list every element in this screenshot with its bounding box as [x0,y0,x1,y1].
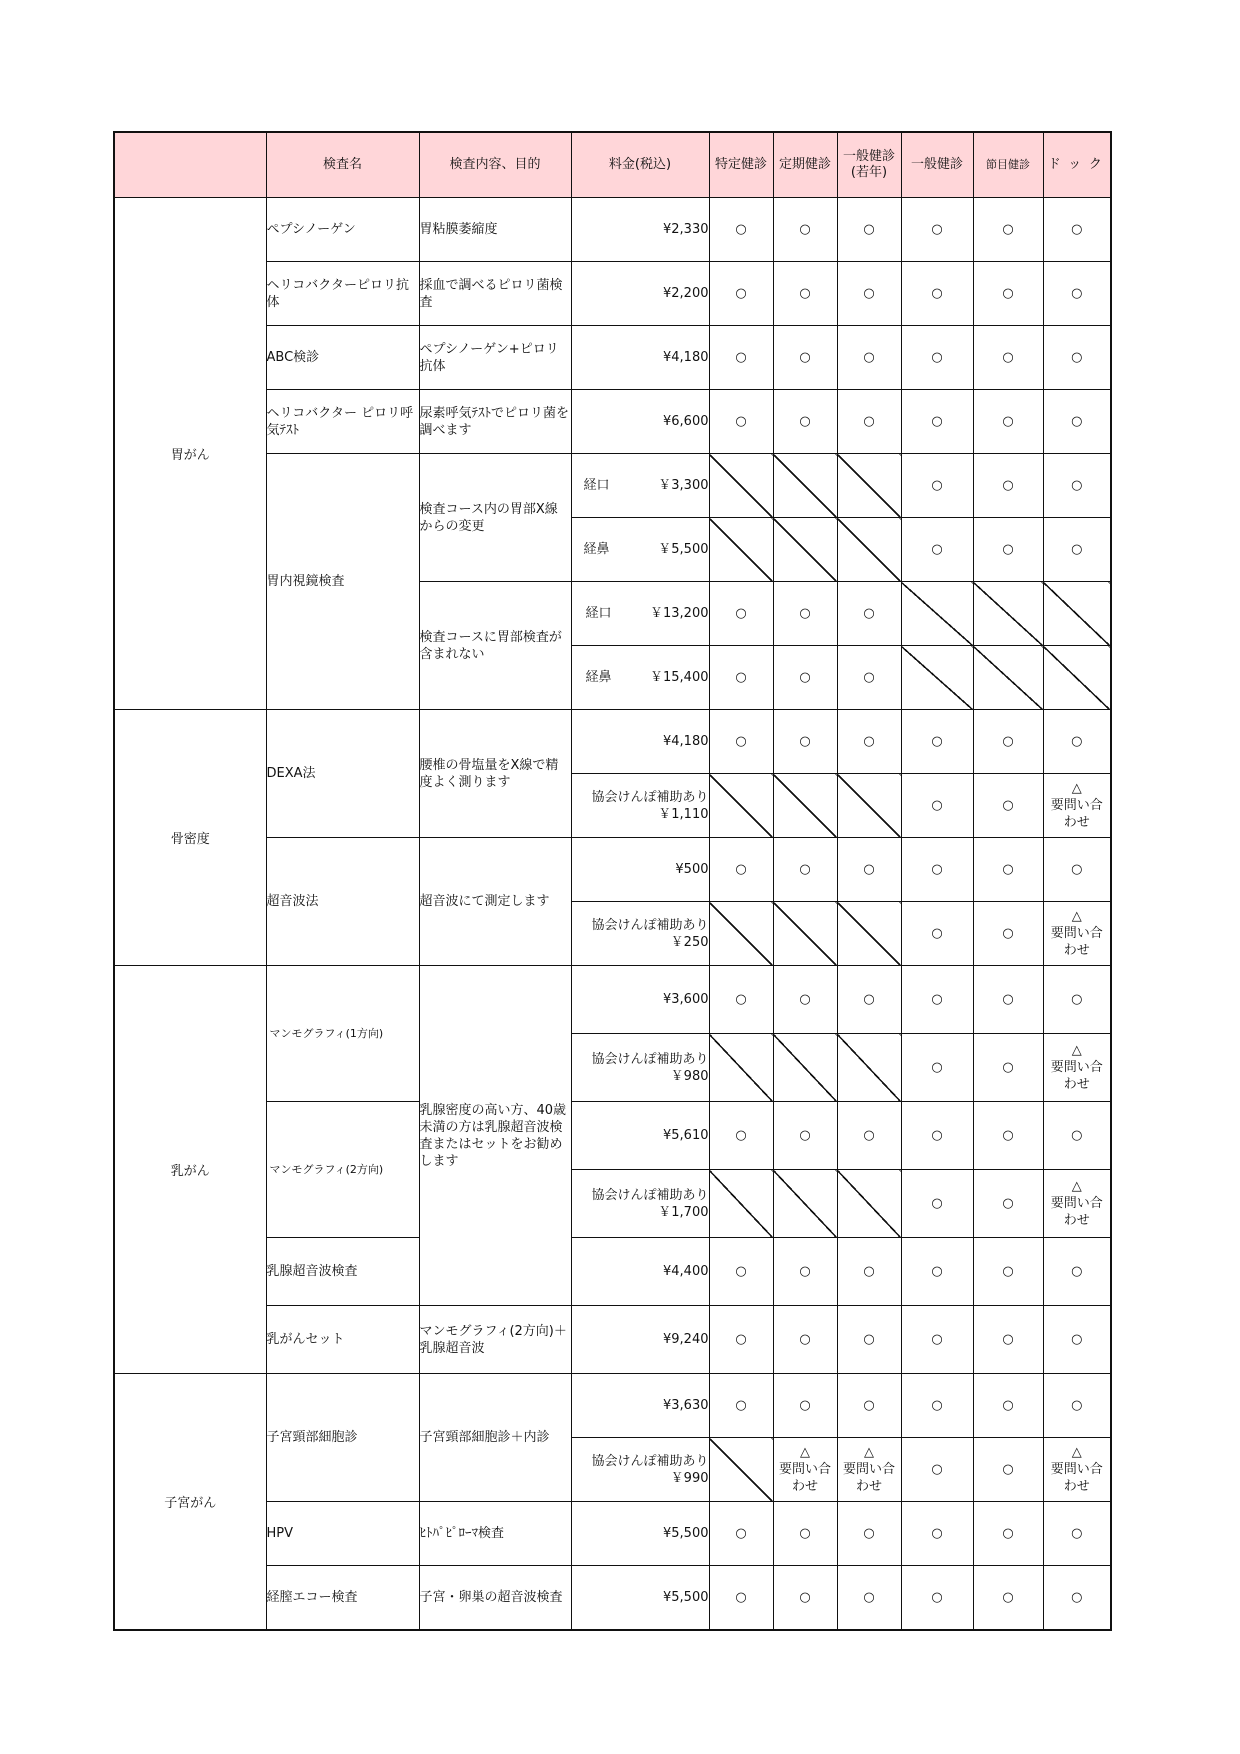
mark-inquire [1043,774,1111,838]
mark-circle: ○ [1043,966,1111,1034]
exam-fee-subsidy [571,902,709,966]
mark-circle: ○ [901,1502,973,1566]
mark-circle: ○ [773,646,837,710]
exam-name: DEXA法 [266,710,419,838]
mark-circle: ○ [901,710,973,774]
not-applicable-cell [709,902,773,966]
not-applicable-cell [773,454,837,518]
exam-desc: 乳腺密度の高い方、40歳未満の方は乳腺超音波検査またはセットをお勧めします [419,966,571,1306]
mark-circle: ○ [837,1502,901,1566]
not-applicable-cell [709,454,773,518]
subsidy-fee: ￥250 [670,934,709,950]
inquire-note: 要問い合 わせ [1050,798,1103,830]
exam-name: 超音波法 [266,838,419,966]
mark-circle: ○ [709,1238,773,1306]
mark-circle: ○ [973,198,1043,262]
mark-circle: ○ [773,1374,837,1438]
header-ippan-young: 一般健診 (若年) [837,132,901,198]
exam-desc: 検査コースに胃部検査が含まれない [419,582,571,710]
mark-circle: ○ [709,838,773,902]
exam-fee [571,582,709,646]
mark-circle: ○ [773,390,837,454]
not-applicable-cell [1043,582,1111,646]
mark-circle: ○ [901,454,973,518]
mark-circle: ○ [1043,198,1111,262]
not-applicable-cell [837,902,901,966]
mark-circle: ○ [973,1306,1043,1374]
not-applicable-cell [837,774,901,838]
subsidy-fee: ￥990 [670,1470,709,1486]
exam-fee-subsidy [571,1034,709,1102]
header-content: 検査内容、目的 [419,132,571,198]
exam-desc: 尿素呼気ﾃｽﾄでピロリ菌を調べます [419,390,571,454]
mark-circle: ○ [901,1238,973,1306]
mark-inquire [1043,1438,1111,1502]
mark-circle: ○ [973,1566,1043,1631]
triangle-mark: △ [1071,781,1082,796]
mark-circle: ○ [1043,1566,1111,1631]
not-applicable-cell [973,646,1043,710]
subsidy-label: 協会けんぽ補助あり [591,1453,709,1469]
exam-fee: ¥5,500 [571,1502,709,1566]
subsidy-label: 協会けんぽ補助あり [591,917,709,933]
header-exam-name: 検査名 [266,132,419,198]
exam-fee: ¥2,200 [571,262,709,326]
exam-fee [571,646,709,710]
exam-name: マンモグラフィ(2方向) [266,1102,419,1238]
exam-fee: ¥3,630 [571,1374,709,1438]
header-row [114,132,1111,198]
mark-circle: ○ [1043,454,1111,518]
not-applicable-cell [837,1170,901,1238]
mark-circle: ○ [773,1238,837,1306]
exam-desc: ﾋﾄﾊﾟﾋﾟﾛｰﾏ検査 [419,1502,571,1566]
mark-circle: ○ [901,518,973,582]
not-applicable-cell [709,1438,773,1502]
mark-circle: ○ [1043,1502,1111,1566]
mark-circle: ○ [773,262,837,326]
fee-route-label: 経鼻 [585,670,612,685]
table-row [114,710,1111,774]
mark-circle: ○ [773,1566,837,1631]
not-applicable-cell [973,582,1043,646]
exam-desc: 子宮・卵巣の超音波検査 [419,1566,571,1631]
exam-fee-subsidy [571,1438,709,1502]
exam-name: ABC検診 [266,326,419,390]
mark-inquire [1043,1170,1111,1238]
header-dock: ドック [1043,132,1111,198]
not-applicable-cell [773,1034,837,1102]
inquire-note: 要問い合 わせ [778,1462,831,1494]
mark-circle: ○ [901,1374,973,1438]
mark-circle: ○ [973,518,1043,582]
mark-circle: ○ [973,1102,1043,1170]
mark-inquire [837,1438,901,1502]
inquire-note: 要問い合 わせ [1050,1060,1103,1092]
exam-fee-table [113,131,1112,1631]
mark-circle: ○ [973,454,1043,518]
header-tokutei: 特定健診 [709,132,773,198]
mark-circle: ○ [773,1306,837,1374]
exam-desc: 腰椎の骨塩量をX線で精度よく測ります [419,710,571,838]
mark-circle: ○ [973,262,1043,326]
not-applicable-cell [901,646,973,710]
header-teiki: 定期健診 [773,132,837,198]
header-fushime: 節目健診 [973,132,1043,198]
not-applicable-cell [837,454,901,518]
mark-circle: ○ [901,1566,973,1631]
mark-circle: ○ [773,710,837,774]
not-applicable-cell [901,582,973,646]
not-applicable-cell [709,774,773,838]
exam-fee [571,454,709,518]
category-stomach: 胃がん [114,198,266,710]
triangle-mark: △ [864,1445,874,1460]
mark-circle: ○ [837,198,901,262]
subsidy-fee: ￥1,700 [658,1204,709,1220]
mark-circle: ○ [973,774,1043,838]
mark-inquire [773,1438,837,1502]
mark-circle: ○ [1043,1374,1111,1438]
not-applicable-cell [709,1034,773,1102]
not-applicable-cell [709,518,773,582]
exam-fee: ¥2,330 [571,198,709,262]
mark-inquire [1043,1034,1111,1102]
exam-fee: ¥5,500 [571,1566,709,1631]
mark-circle: ○ [709,1102,773,1170]
exam-desc: ペプシノーゲン+ピロリ抗体 [419,326,571,390]
triangle-mark: △ [1071,1179,1082,1194]
fee-value: ￥13,200 [650,606,709,621]
exam-fee [571,518,709,582]
exam-fee-subsidy [571,774,709,838]
mark-circle: ○ [1043,710,1111,774]
inquire-note: 要問い合 わせ [1050,1196,1103,1228]
subsidy-label: 協会けんぽ補助あり [591,789,709,805]
exam-name: ペプシノーゲン [266,198,419,262]
exam-name: ヘリコバクターピロリ抗体 [266,262,419,326]
mark-circle: ○ [973,390,1043,454]
exam-desc: マンモグラフィ(2方向)＋乳腺超音波 [419,1306,571,1374]
exam-fee: ¥9,240 [571,1306,709,1374]
exam-fee: ¥4,180 [571,326,709,390]
exam-fee: ¥3,600 [571,966,709,1034]
header-ippan: 一般健診 [901,132,973,198]
mark-circle: ○ [973,1438,1043,1502]
mark-circle: ○ [773,582,837,646]
exam-name: ヘリコバクター ピロリ呼気ﾃｽﾄ [266,390,419,454]
mark-circle: ○ [773,326,837,390]
not-applicable-cell [773,518,837,582]
table-row [114,1374,1111,1438]
exam-name: マンモグラフィ(1方向) [266,966,419,1102]
mark-circle: ○ [973,1238,1043,1306]
mark-circle: ○ [973,1170,1043,1238]
mark-circle: ○ [709,262,773,326]
exam-fee: ¥5,610 [571,1102,709,1170]
mark-circle: ○ [901,198,973,262]
mark-circle: ○ [1043,518,1111,582]
mark-circle: ○ [1043,1238,1111,1306]
mark-circle: ○ [837,582,901,646]
mark-circle: ○ [709,198,773,262]
inquire-note: 要問い合 わせ [1050,926,1103,958]
mark-circle: ○ [837,1238,901,1306]
triangle-mark: △ [1071,1043,1082,1058]
mark-circle: ○ [1043,1102,1111,1170]
exam-name: 子宮頸部細胞診 [266,1374,419,1502]
mark-circle: ○ [837,966,901,1034]
exam-fee: ¥500 [571,838,709,902]
mark-circle: ○ [901,966,973,1034]
mark-circle: ○ [901,262,973,326]
mark-circle: ○ [709,1566,773,1631]
exam-desc: 検査コース内の胃部X線からの変更 [419,454,571,582]
exam-fee: ¥4,180 [571,710,709,774]
mark-circle: ○ [837,710,901,774]
subsidy-label: 協会けんぽ補助あり [591,1051,709,1067]
fee-route-label: 経口 [585,606,612,621]
mark-circle: ○ [1043,838,1111,902]
exam-fee: ¥4,400 [571,1238,709,1306]
mark-circle: ○ [773,198,837,262]
mark-circle: ○ [773,1102,837,1170]
exam-fee-subsidy [571,1170,709,1238]
mark-circle: ○ [837,390,901,454]
exam-name: 乳がんセット [266,1306,419,1374]
mark-circle: ○ [901,1034,973,1102]
mark-circle: ○ [901,838,973,902]
mark-circle: ○ [709,966,773,1034]
inquire-note: 要問い合 わせ [1050,1462,1103,1494]
inquire-note: 要問い合 わせ [842,1462,895,1494]
not-applicable-cell [837,1034,901,1102]
exam-name: HPV [266,1502,419,1566]
fee-route-label: 経鼻 [583,542,610,557]
mark-circle: ○ [901,1170,973,1238]
mark-circle: ○ [837,646,901,710]
mark-circle: ○ [901,774,973,838]
subsidy-label: 協会けんぽ補助あり [591,1187,709,1203]
mark-circle: ○ [709,646,773,710]
exam-desc: 子宮頸部細胞診＋内診 [419,1374,571,1502]
mark-circle: ○ [837,838,901,902]
exam-name: 乳腺超音波検査 [266,1238,419,1306]
subsidy-fee: ￥1,110 [658,806,709,822]
exam-name: 経膣エコー検査 [266,1566,419,1631]
mark-circle: ○ [709,1374,773,1438]
mark-circle: ○ [709,326,773,390]
fee-route-label: 経口 [583,478,610,493]
fee-value: ￥3,300 [658,478,709,493]
header-fee: 料金(税込) [571,132,709,198]
not-applicable-cell [773,1170,837,1238]
exam-name: 胃内視鏡検査 [266,454,419,710]
fee-value: ￥5,500 [658,542,709,557]
mark-inquire [1043,902,1111,966]
category-breast: 乳がん [114,966,266,1374]
subsidy-fee: ￥980 [670,1068,709,1084]
mark-circle: ○ [901,1306,973,1374]
mark-circle: ○ [1043,1306,1111,1374]
mark-circle: ○ [973,710,1043,774]
category-uterus: 子宮がん [114,1374,266,1631]
exam-desc: 採血で調べるピロリ菌検査 [419,262,571,326]
mark-circle: ○ [773,966,837,1034]
mark-circle: ○ [901,902,973,966]
fee-value: ￥15,400 [650,670,709,685]
triangle-mark: △ [1071,909,1082,924]
triangle-mark: △ [1071,1445,1082,1460]
mark-circle: ○ [709,1502,773,1566]
mark-circle: ○ [709,390,773,454]
table-row [114,966,1111,1034]
triangle-mark: △ [800,1445,810,1460]
mark-circle: ○ [709,710,773,774]
not-applicable-cell [773,774,837,838]
mark-circle: ○ [773,1502,837,1566]
not-applicable-cell [773,902,837,966]
mark-circle: ○ [709,1306,773,1374]
header-blank [114,132,266,198]
exam-desc: 胃粘膜萎縮度 [419,198,571,262]
mark-circle: ○ [973,326,1043,390]
mark-circle: ○ [901,326,973,390]
mark-circle: ○ [1043,390,1111,454]
mark-circle: ○ [709,582,773,646]
mark-circle: ○ [837,326,901,390]
mark-circle: ○ [837,262,901,326]
mark-circle: ○ [1043,326,1111,390]
mark-circle: ○ [973,1502,1043,1566]
mark-circle: ○ [773,838,837,902]
mark-circle: ○ [1043,262,1111,326]
mark-circle: ○ [837,1374,901,1438]
mark-circle: ○ [973,902,1043,966]
mark-circle: ○ [901,1438,973,1502]
mark-circle: ○ [973,966,1043,1034]
mark-circle: ○ [837,1306,901,1374]
exam-desc: 超音波にて測定します [419,838,571,966]
exam-fee: ¥6,600 [571,390,709,454]
mark-circle: ○ [973,1034,1043,1102]
mark-circle: ○ [973,838,1043,902]
not-applicable-cell [1043,646,1111,710]
mark-circle: ○ [901,1102,973,1170]
not-applicable-cell [709,1170,773,1238]
mark-circle: ○ [837,1102,901,1170]
not-applicable-cell [837,518,901,582]
mark-circle: ○ [901,390,973,454]
table-row [114,198,1111,262]
mark-circle: ○ [837,1566,901,1631]
category-bone: 骨密度 [114,710,266,966]
mark-circle: ○ [973,1374,1043,1438]
